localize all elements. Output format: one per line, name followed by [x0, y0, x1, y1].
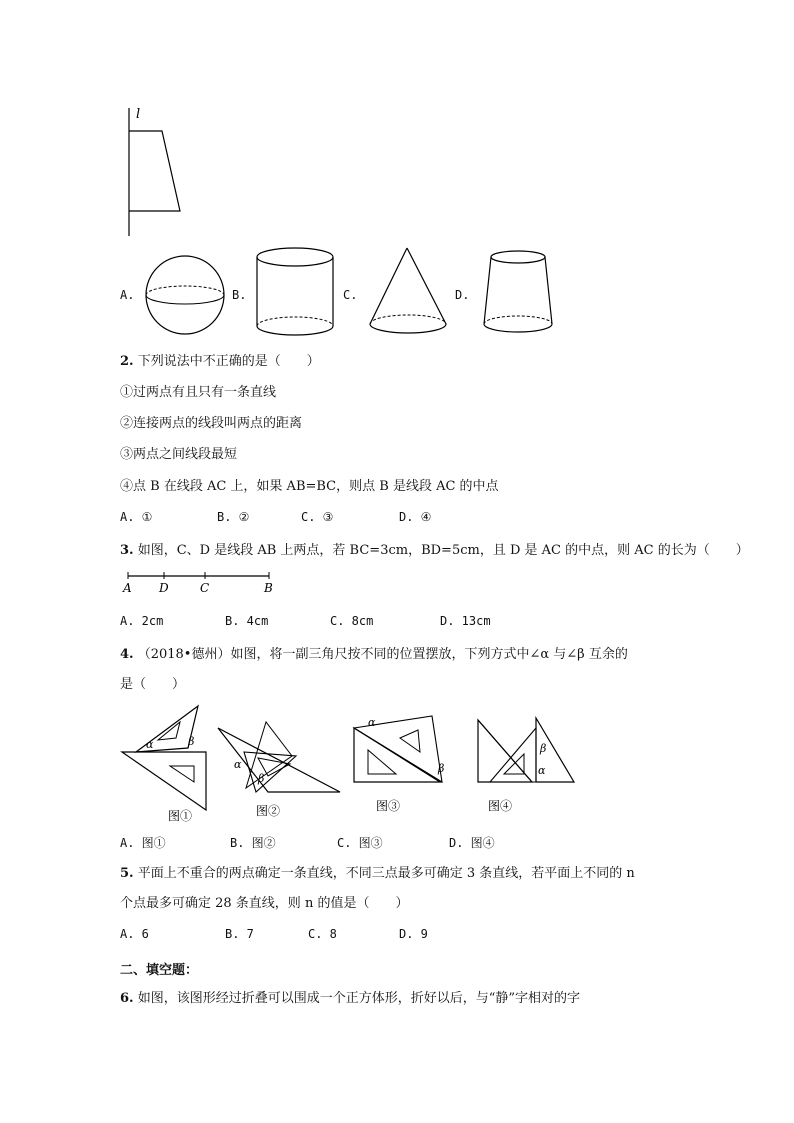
q4-option-b[interactable]: B. 图②: [230, 836, 276, 850]
q4-option-a[interactable]: A. 图①: [120, 836, 166, 850]
q1-option-d-label[interactable]: D.: [455, 288, 470, 302]
triangle-figure-4: [474, 712, 584, 817]
segment-figure: [118, 568, 278, 598]
q4-number: 4.: [120, 647, 134, 662]
fig1-beta: β: [188, 735, 195, 748]
q3-option-c[interactable]: C. 8cm: [330, 614, 374, 628]
q5-option-b[interactable]: B. 7: [225, 927, 254, 941]
triangle-figure-3: [350, 712, 450, 817]
q4-question-line1: [120, 646, 628, 664]
q2-statement-1: ①过两点有且只有一条直线: [120, 385, 277, 400]
q4-stem-line1: （2018•德州）如图，将一副三角尺按不同的位置摆放，下列方式中∠α 与∠β 互余的: [137, 647, 628, 662]
q5-stem-line1: 平面上不重合的两点确定一条直线，不同三点最多可确定 3 条直线，若平面上不同的 n: [137, 866, 635, 881]
q2-stem: 下列说法中不正确的是（ ）: [137, 354, 320, 369]
cylinder-figure[interactable]: [252, 244, 338, 340]
point-d-label: D: [159, 581, 169, 595]
q2-option-b[interactable]: B. ②: [217, 510, 250, 524]
q3-number: 3.: [120, 543, 134, 558]
q1-option-b-label[interactable]: B.: [232, 288, 247, 302]
point-a-label: A: [123, 581, 132, 595]
fig2-caption: 图②: [256, 804, 281, 818]
fig3-caption: 图③: [376, 799, 401, 813]
q4-option-c[interactable]: C. 图③: [337, 836, 383, 850]
q4-option-d[interactable]: D. 图④: [449, 836, 495, 850]
q2-statement-4: ④点 B 在线段 AC 上，如果 AB=BC，则点 B 是线段 AC 的中点: [120, 479, 499, 494]
rotation-figure: [118, 98, 193, 238]
q2-statement-2: ②连接两点的线段叫两点的距离: [120, 416, 303, 431]
q3-option-d[interactable]: D. 13cm: [440, 614, 491, 628]
q5-question-line1: [120, 865, 635, 883]
fig3-beta: β: [438, 762, 445, 775]
fig2-alpha: α: [234, 758, 242, 771]
fig4-caption: 图④: [488, 799, 513, 813]
q3-question: [120, 542, 749, 560]
line-label: l: [136, 107, 141, 122]
fig4-alpha: α: [538, 764, 546, 777]
q2-statement-3: ③两点之间线段最短: [120, 447, 238, 462]
triangle-figure-2: [212, 716, 342, 821]
fig4-beta: β: [540, 742, 547, 755]
q3-option-a[interactable]: A. 2cm: [120, 614, 164, 628]
q1-option-a-label[interactable]: A.: [120, 288, 135, 302]
q1-option-c-label[interactable]: C.: [343, 288, 358, 302]
cone-figure[interactable]: [364, 244, 454, 340]
q5-option-c[interactable]: C. 8: [308, 927, 337, 941]
frustum-figure[interactable]: [478, 244, 558, 340]
fig3-alpha: α: [368, 716, 376, 729]
q6-question: [120, 990, 580, 1008]
fig2-beta: β: [258, 772, 265, 785]
q6-number: 6.: [120, 991, 134, 1006]
q5-number: 5.: [120, 866, 134, 881]
q3-stem: 如图，C、D 是线段 AB 上两点，若 BC=3cm，BD=5cm，且 D 是 AC 的中点，则 AC 的长为（ ）: [137, 543, 749, 558]
fig1-alpha: α: [146, 738, 154, 751]
q6-stem: 如图，该图形经过折叠可以围成一个正方体形，折好以后，与“静”字相对的字: [137, 991, 581, 1006]
point-c-label: C: [200, 581, 210, 595]
q2-question: [120, 353, 320, 371]
q4-stem-line2: 是（ ）: [120, 677, 186, 692]
q2-option-d[interactable]: D. ④: [399, 510, 432, 524]
fig1-caption: 图①: [168, 809, 193, 823]
sphere-figure[interactable]: [142, 252, 228, 340]
q2-option-c[interactable]: C. ③: [301, 510, 334, 524]
triangle-figure-1: [118, 700, 218, 825]
q5-option-a[interactable]: A. 6: [120, 927, 149, 941]
q2-option-a[interactable]: A. ①: [120, 510, 153, 524]
point-b-label: B: [264, 581, 273, 595]
section-fill-in-title: 二、填空题：: [120, 963, 199, 978]
q3-option-b[interactable]: B. 4cm: [225, 614, 269, 628]
q2-number: 2.: [120, 354, 134, 369]
q5-option-d[interactable]: D. 9: [399, 927, 428, 941]
q5-stem-line2: 个点最多可确定 28 条直线，则 n 的值是（ ）: [120, 896, 409, 911]
